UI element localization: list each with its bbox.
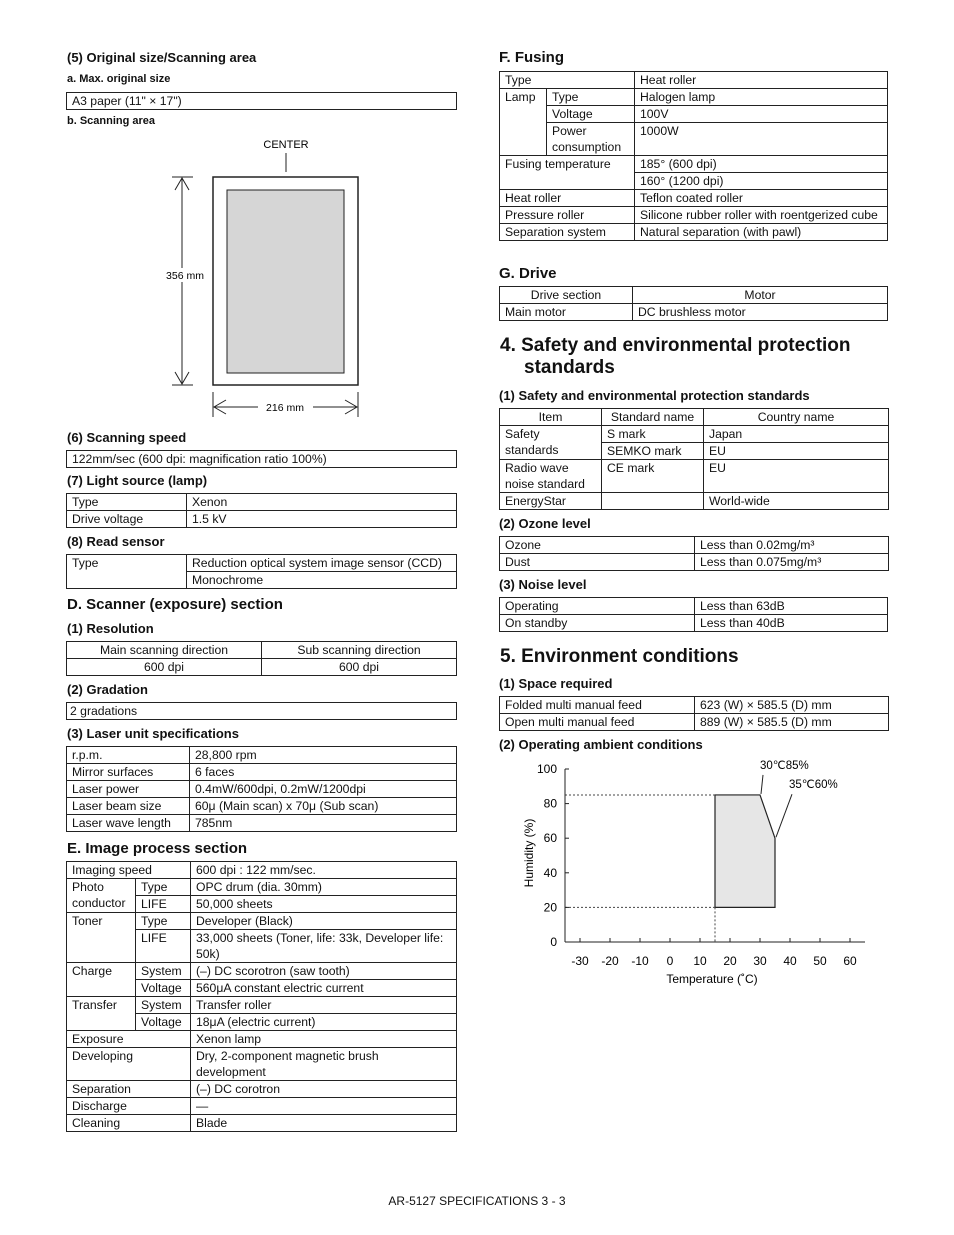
- cell: (–) DC corotron: [191, 1081, 457, 1098]
- table-row: [500, 493, 889, 510]
- cell: Xenon: [187, 494, 457, 511]
- table-row: [67, 798, 457, 815]
- height-label: 356 mm: [166, 270, 204, 282]
- annotation-label: 35℃60%: [789, 779, 838, 792]
- operating-area: [715, 795, 775, 907]
- table-row: [500, 106, 888, 123]
- cell: 185° (600 dpi): [635, 156, 888, 173]
- cell: Ozone: [500, 537, 695, 554]
- table-row: [67, 494, 457, 511]
- cell: Imaging speed: [67, 862, 191, 879]
- cell: 1.5 kV: [187, 511, 457, 528]
- resolution-heading: (1) Resolution: [67, 621, 154, 636]
- cell: 50,000 sheets: [191, 896, 457, 913]
- read-sensor-table: [66, 554, 457, 589]
- s7-heading: (7) Light source (lamp): [67, 473, 208, 488]
- cell: DC brushless motor: [633, 304, 888, 321]
- cell: Type: [136, 879, 191, 896]
- table-row: [500, 598, 888, 615]
- cell: Type: [547, 89, 635, 106]
- table-row: [67, 1115, 457, 1132]
- cell: —: [191, 1098, 457, 1115]
- table-row: [500, 554, 889, 571]
- ozone-heading: (2) Ozone level: [499, 516, 591, 531]
- cell: Dry, 2-component magnetic brush development: [191, 1048, 457, 1081]
- y-axis-label: Humidity (%): [522, 818, 536, 888]
- cell: Xenon lamp: [191, 1031, 457, 1048]
- cell: LIFE: [136, 896, 191, 913]
- x-tick-label: 20: [723, 954, 737, 968]
- cell: (–) DC scorotron (saw tooth): [191, 963, 457, 980]
- light-source-table: [66, 493, 457, 528]
- cell: 100V: [635, 106, 888, 123]
- gradation-table: [66, 702, 457, 720]
- cell: Folded multi manual feed: [500, 697, 695, 714]
- cell: 1000W: [635, 123, 888, 156]
- y-tick-label: 100: [536, 762, 557, 776]
- cell: Type: [67, 494, 187, 511]
- table-row: [500, 304, 888, 321]
- cell: Standard name: [602, 409, 704, 426]
- cell: Country name: [704, 409, 889, 426]
- cell: Type: [67, 555, 187, 589]
- scan-area-rect: [227, 190, 344, 373]
- s4-heading: [500, 335, 851, 379]
- cell: Blade: [191, 1115, 457, 1132]
- cell: Type: [136, 913, 191, 930]
- ambient-chart: [505, 755, 875, 995]
- cell: 623 (W) × 585.5 (D) mm: [695, 697, 889, 714]
- cell: Less than 40dB: [695, 615, 888, 632]
- cell: Mirror surfaces: [67, 764, 190, 781]
- x-tick-label: 60: [843, 954, 857, 968]
- noise-heading: (3) Noise level: [499, 577, 587, 592]
- s5env-heading: 5. Environment conditions: [500, 646, 739, 667]
- y-ticks: [537, 762, 569, 949]
- table-row: [500, 207, 888, 224]
- table-row: [500, 697, 889, 714]
- annotation-leader: [776, 794, 792, 837]
- table-row: [500, 72, 888, 89]
- cell: 160° (1200 dpi): [635, 173, 888, 190]
- gradation-heading: (2) Gradation: [67, 682, 148, 697]
- cell: 33,000 sheets (Toner, life: 33k, Developer life: 50k): [191, 930, 457, 963]
- cell: Heat roller: [635, 72, 888, 89]
- space-table: [499, 696, 889, 731]
- y-tick-label: 60: [543, 831, 557, 846]
- d-heading: D. Scanner (exposure) section: [67, 596, 283, 613]
- cell: Laser power: [67, 781, 190, 798]
- table-row: [500, 156, 888, 173]
- cell: EnergyStar: [500, 493, 602, 510]
- annotation-leader: [761, 775, 763, 794]
- s4-heading-line1: 4. Safety and environmental protection: [500, 335, 851, 356]
- cell: Cleaning: [67, 1115, 191, 1132]
- fusing-table: [499, 71, 888, 241]
- table-row: [67, 815, 457, 832]
- cell: Charge: [67, 963, 136, 997]
- drive-table: [499, 286, 888, 321]
- cell: Toner: [67, 913, 136, 963]
- cell: Separation: [67, 1081, 191, 1098]
- table-row: [500, 714, 889, 731]
- cell: Drive section: [500, 287, 633, 304]
- table-row: [500, 409, 889, 426]
- cell: S mark: [602, 426, 704, 443]
- cell: System: [136, 997, 191, 1014]
- max-original-value: A3 paper (11" × 17"): [67, 93, 457, 110]
- cell: System: [136, 963, 191, 980]
- scanning-speed-table: [66, 450, 457, 468]
- x-tick-label: 40: [783, 954, 797, 968]
- table-row: [500, 537, 889, 554]
- cell: Heat roller: [500, 190, 635, 207]
- f-heading: F. Fusing: [499, 49, 564, 66]
- cell: Natural separation (with pawl): [635, 224, 888, 241]
- cell: CE mark: [602, 460, 704, 493]
- table-row: [67, 862, 457, 879]
- annotations: [760, 760, 838, 837]
- cell: Dust: [500, 554, 695, 571]
- cell: EU: [704, 443, 889, 460]
- cell: Developing: [67, 1048, 191, 1081]
- cell: Halogen lamp: [635, 89, 888, 106]
- cell: Voltage: [136, 980, 191, 997]
- cell: Less than 63dB: [695, 598, 888, 615]
- cell: Type: [500, 72, 635, 89]
- table-row: [500, 224, 888, 241]
- x-tick-label: 30: [753, 954, 767, 968]
- s4-sub1: (1) Safety and environmental protection standards: [499, 388, 810, 403]
- cell: Drive voltage: [67, 511, 187, 528]
- table-row: [67, 963, 457, 980]
- table-row: [67, 1031, 457, 1048]
- ozone-table: [499, 536, 889, 571]
- cell: Sub scanning direction: [262, 642, 457, 659]
- s4-heading-line2: standards: [524, 357, 615, 378]
- cell: 785nm: [190, 815, 457, 832]
- space-heading: (1) Space required: [499, 676, 613, 691]
- s5a-heading: a. Max. original size: [67, 73, 171, 85]
- cell: Less than 0.075mg/m³: [695, 554, 889, 571]
- cell: 600 dpi: [67, 659, 262, 676]
- cell: Operating: [500, 598, 695, 615]
- cell: World-wide: [704, 493, 889, 510]
- cell: Main motor: [500, 304, 633, 321]
- chart-guides: [565, 795, 715, 942]
- table-row: [67, 781, 457, 798]
- s5b-heading: b. Scanning area: [67, 115, 156, 127]
- table-row: [500, 89, 888, 106]
- cell: Power consumption: [547, 123, 635, 156]
- cell: Laser beam size: [67, 798, 190, 815]
- x-tick-label: -10: [631, 954, 649, 968]
- cell: Japan: [704, 426, 889, 443]
- cell: OPC drum (dia. 30mm): [191, 879, 457, 896]
- cell: Transfer: [67, 997, 136, 1031]
- table-row: [67, 764, 457, 781]
- y-tick-label: 20: [543, 900, 557, 915]
- cell: Item: [500, 409, 602, 426]
- cell: 600 dpi: [262, 659, 457, 676]
- resolution-table: [66, 641, 457, 676]
- table-row: [67, 913, 457, 930]
- table-row: [67, 1081, 457, 1098]
- cell: Silicone rubber roller with roentgerized cube: [635, 207, 888, 224]
- cell: 6 faces: [190, 764, 457, 781]
- x-tick-label: -20: [601, 954, 619, 968]
- cell: Voltage: [136, 1014, 191, 1031]
- cell: Transfer roller: [191, 997, 457, 1014]
- cell: Voltage: [547, 106, 635, 123]
- cell: Pressure roller: [500, 207, 635, 224]
- x-tick-label: 10: [693, 954, 707, 968]
- table-row: [67, 1098, 457, 1115]
- table-row: [67, 1048, 457, 1081]
- cell: 60μ (Main scan) x 70μ (Sub scan): [190, 798, 457, 815]
- cell: Safety standards: [500, 426, 602, 460]
- table-row: [67, 642, 457, 659]
- cell: Discharge: [67, 1098, 191, 1115]
- gradation-value: 2 gradations: [67, 703, 457, 720]
- table-row: [500, 615, 888, 632]
- cell: 889 (W) × 585.5 (D) mm: [695, 714, 889, 731]
- page-footer: AR-5127 SPECIFICATIONS 3 - 3: [388, 1194, 566, 1208]
- cell: Photo conductor: [67, 879, 136, 913]
- noise-table: [499, 597, 888, 632]
- cell: Radio wave noise standard: [500, 460, 602, 493]
- y-tick-label: 0: [550, 935, 557, 949]
- x-tick-label: 50: [813, 954, 827, 968]
- table-row: [500, 123, 888, 156]
- cell: Less than 0.02mg/m³: [695, 537, 889, 554]
- cell: Open multi manual feed: [500, 714, 695, 731]
- cell: Fusing temperature: [500, 156, 635, 190]
- table-row: [67, 997, 457, 1014]
- cell: Laser wave length: [67, 815, 190, 832]
- y-tick-label: 40: [543, 865, 557, 880]
- safety-table: [499, 408, 889, 510]
- cell: Monochrome: [187, 572, 457, 589]
- laser-heading: (3) Laser unit specifications: [67, 726, 239, 741]
- ambient-heading: (2) Operating ambient conditions: [499, 737, 703, 752]
- max-original-table: [66, 92, 457, 110]
- y-tick-label: 80: [543, 796, 557, 811]
- cell: Separation system: [500, 224, 635, 241]
- table-row: [67, 747, 457, 764]
- annotation-label: 30℃85%: [760, 759, 809, 772]
- cell: SEMKO mark: [602, 443, 704, 460]
- x-tick-label: 0: [666, 954, 674, 968]
- x-tick-label: -30: [571, 954, 589, 968]
- table-row: [67, 511, 457, 528]
- table-row: [500, 190, 888, 207]
- cell: Main scanning direction: [67, 642, 262, 659]
- table-row: [500, 426, 889, 443]
- cell: Teflon coated roller: [635, 190, 888, 207]
- laser-table: [66, 746, 457, 832]
- cell: 0.4mW/600dpi, 0.2mW/1200dpi: [190, 781, 457, 798]
- scanning-speed-value: 122mm/sec (600 dpi: magnification ratio 100%): [67, 451, 457, 468]
- table-row: [67, 879, 457, 896]
- center-label: CENTER: [263, 139, 309, 151]
- cell: 560μA constant electric current: [191, 980, 457, 997]
- e-heading: E. Image process section: [67, 840, 248, 857]
- table-row: [500, 287, 888, 304]
- cell: r.p.m.: [67, 747, 190, 764]
- s6-heading: (6) Scanning speed: [67, 430, 187, 445]
- s8-heading: (8) Read sensor: [67, 534, 165, 549]
- x-axis-label: Temperature (˚C): [666, 972, 758, 986]
- cell: Exposure: [67, 1031, 191, 1048]
- s5-heading: (5) Original size/Scanning area: [67, 50, 257, 65]
- cell: On standby: [500, 615, 695, 632]
- width-label: 216 mm: [266, 402, 304, 414]
- table-row: [67, 555, 457, 572]
- cell: LIFE: [136, 930, 191, 963]
- g-heading: G. Drive: [499, 265, 557, 282]
- cell: Lamp: [500, 89, 547, 156]
- cell: 600 dpi : 122 mm/sec.: [191, 862, 457, 879]
- cell: EU: [704, 460, 889, 493]
- image-process-table: [66, 861, 457, 1132]
- cell: 28,800 rpm: [190, 747, 457, 764]
- table-row: [500, 460, 889, 493]
- table-row: [67, 659, 457, 676]
- scanning-area-diagram: [160, 130, 380, 420]
- cell: Reduction optical system image sensor (CCD): [187, 555, 457, 572]
- cell: 18μA (electric current): [191, 1014, 457, 1031]
- cell: Developer (Black): [191, 913, 457, 930]
- cell: [602, 493, 704, 510]
- cell: Motor: [633, 287, 888, 304]
